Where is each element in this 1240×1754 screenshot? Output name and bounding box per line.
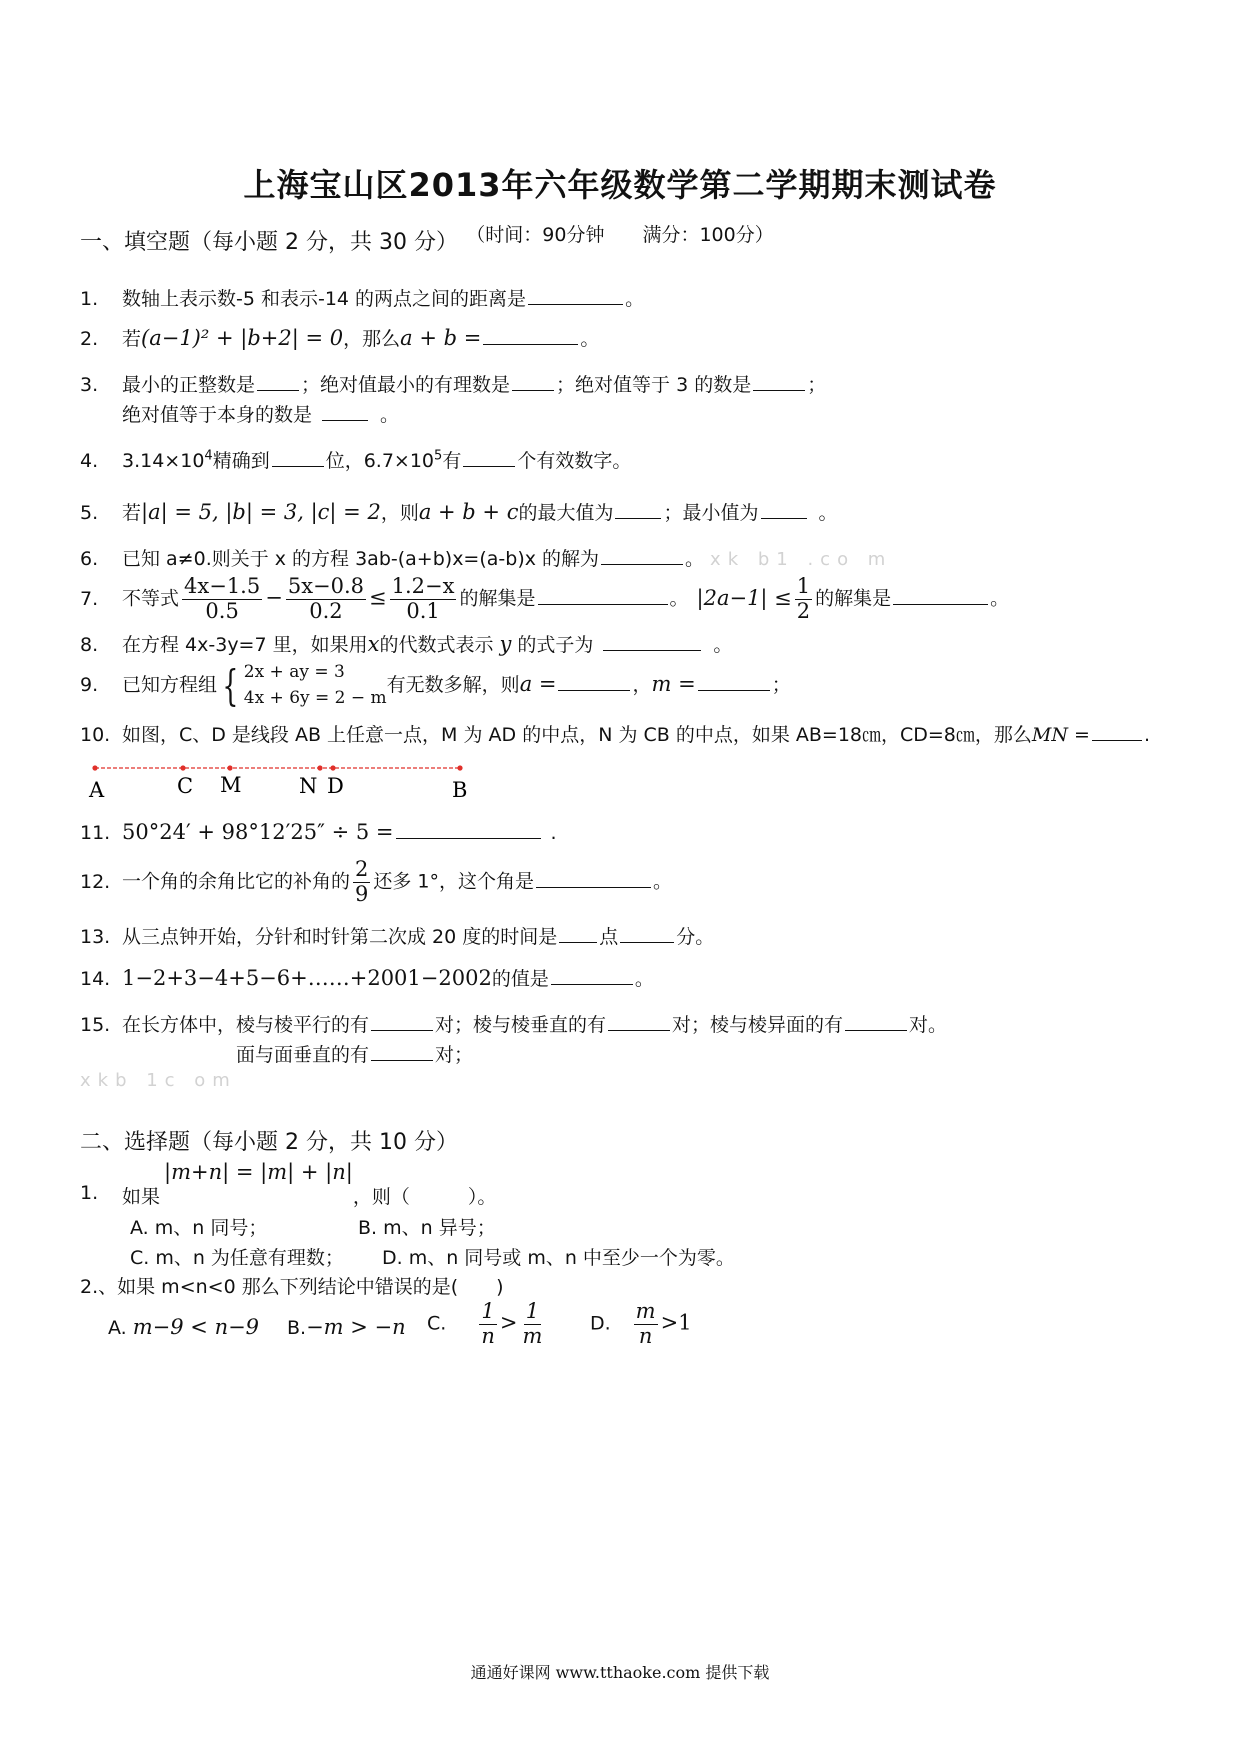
watermark: xk b1 .co m [710, 549, 893, 570]
question-8: 8. 在方程 4x-3y=7 里，如果用x的代数式表示 y 的式子为 。 [80, 632, 733, 656]
question-11: 11. 50°24′ + 98°12′25″ ÷ 5 = . [80, 820, 557, 844]
question-1: 1. 数轴上表示数-5 和表示-14 的两点之间的距离是 。 [80, 288, 645, 310]
answer-blank[interactable] [257, 372, 299, 391]
label-m: M [220, 773, 242, 797]
answer-blank[interactable] [620, 924, 674, 943]
point-b [457, 765, 462, 770]
answer-blank[interactable] [512, 372, 554, 391]
answer-blank[interactable] [603, 632, 701, 651]
question-3: 3. 最小的正整数是 ；绝对值最小的有理数是 ；绝对值等于 3 的数是 ； [80, 374, 827, 396]
option-c[interactable]: C. $\frac{1}{n}$ > $\frac{1}{m}$ [427, 1299, 543, 1348]
section-choice: 二、选择题（每小题 2 分，共 10 分） [80, 1130, 458, 1155]
question-12: 12. 一个角的余角比它的补角的 $\frac{2}{9}$ 还多 1°，这个角是 。 [80, 857, 673, 906]
answer-blank[interactable] [601, 546, 683, 565]
answer-blank[interactable] [893, 586, 988, 605]
answer-blank[interactable] [615, 500, 661, 519]
question-9: 9. 已知方程组 { 2x + ay = 3 4x + 6y = 2 − m 有无数多解，则a = ，m = ； [80, 660, 791, 710]
point-a [92, 765, 97, 770]
watermark: xkb 1c om [80, 1070, 237, 1091]
option-b[interactable]: B.−m > −n [287, 1315, 406, 1339]
point-c [180, 765, 185, 770]
answer-blank[interactable] [536, 869, 651, 888]
question-13: 13. 从三点钟开始，分针和时针第二次成 20 度的时间是 点 分。 [80, 926, 715, 948]
section-fill-in: 一、填空题（每小题 2 分，共 30 分） [80, 230, 458, 255]
question-5: 5. 若|a| = 5, |b| = 3, |c| = 2，则a + b + c的最大值为 ；最小值为 。 [80, 500, 838, 524]
answer-blank[interactable] [559, 924, 597, 943]
question-10: 10. 如图，C、D 是线段 AB 上任意一点，M 为 AD 的中点，N 为 CB 的中点，如果 AB=18㎝，CD=8㎝，那么MN = . [80, 724, 1150, 746]
footer-source: 通通好课网 www.tthaoke.com 提供下载 [470, 1663, 770, 1682]
answer-blank[interactable] [483, 326, 578, 345]
answer-blank[interactable] [538, 586, 668, 605]
answer-blank[interactable] [551, 966, 633, 985]
question-3-cont: 绝对值等于本身的数是 。 [122, 404, 400, 426]
question-4: 4. $3.14\times 10^4$精确到 位，$6.7\times 10^5$有 个有效数字。 [80, 448, 632, 472]
question-14: 14. 1−2+3−4+5−6+……+2001−2002的值是 。 [80, 966, 654, 990]
answer-blank[interactable] [371, 1012, 433, 1031]
question-2: 2. 若(a−1)² + |b+2| = 0，那么a + b = 。 [80, 326, 600, 350]
page-title: 上海宝山区2013年六年级数学第二学期期末测试卷 [243, 166, 997, 204]
label-b: B [452, 778, 468, 802]
label-c: C [177, 774, 194, 798]
question-15-cont: 面与面垂直的有 对； [236, 1044, 474, 1066]
question-15: 15. 在长方体中，棱与棱平行的有 对；棱与棱垂直的有 对；棱与棱异面的有 对。 [80, 1014, 948, 1036]
choice-question-2: 2.、如果 m<n<0 那么下列结论中错误的是( ) [80, 1276, 504, 1298]
segment-figure [80, 755, 500, 805]
exam-info: （时间：90分钟 满分：100分） [466, 224, 774, 246]
answer-blank[interactable] [608, 1012, 670, 1031]
answer-blank[interactable] [1092, 722, 1142, 741]
choice-question-1: 1. 如果|m+n| = |m| + |n|，则（ ）。 [80, 1160, 497, 1208]
question-6: 6. 已知 a≠0.则关于 x 的方程 3ab-(a+b)x=(a-b)x 的解为 。 xk b1 .co m [80, 548, 893, 570]
answer-blank[interactable] [761, 500, 807, 519]
point-m [227, 765, 232, 770]
answer-blank[interactable] [845, 1012, 907, 1031]
equation-system: { 2x + ay = 3 4x + 6y = 2 − m [222, 660, 387, 710]
option-d[interactable]: D. $\frac{m}{n}$ >1 [590, 1299, 692, 1348]
label-a: A [89, 778, 105, 802]
answer-blank[interactable] [558, 672, 630, 691]
option-b[interactable]: B. m、n 异号； [358, 1217, 496, 1239]
answer-blank[interactable] [528, 286, 623, 305]
label-n: N [299, 774, 318, 798]
option-d[interactable]: D. m、n 同号或 m、n 中至少一个为零。 [382, 1247, 735, 1269]
answer-blank[interactable] [396, 820, 541, 839]
answer-blank[interactable] [753, 372, 805, 391]
answer-blank[interactable] [698, 672, 770, 691]
answer-blank[interactable] [463, 448, 515, 467]
brace-icon: { [222, 660, 239, 710]
option-a[interactable]: A. m、n 同号； [130, 1217, 268, 1239]
label-d: D [327, 774, 344, 798]
answer-blank[interactable] [322, 402, 368, 421]
answer-blank[interactable] [371, 1042, 433, 1061]
option-a[interactable]: A. m−9 < n−9 [108, 1315, 260, 1339]
option-c[interactable]: C. m、n 为任意有理数； [130, 1247, 344, 1269]
answer-blank[interactable] [272, 448, 324, 467]
point-d [330, 765, 335, 770]
point-n [317, 765, 322, 770]
question-7: 7. 不等式 $\frac{4x-1.5}{0.5}$ − $\frac{5x-0.8}{0.2}$ ≤ $\frac{1.2-x}{0.1}$ 的解集是 。 |2a−1| ≤ $\frac{1}{2}$ 的解集是 。 [80, 574, 1010, 623]
